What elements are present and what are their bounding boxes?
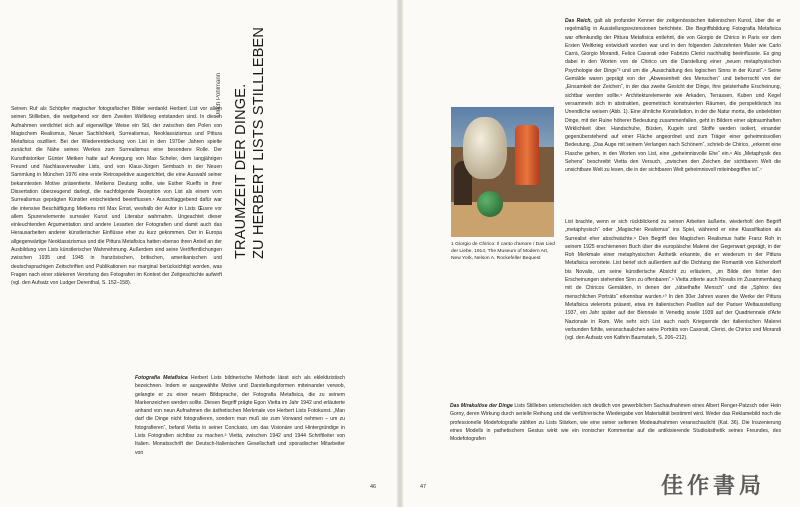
- section-lead-fotografia-metafisica: Fotografia Metafisica: [135, 375, 188, 381]
- right-column-top-text: Das Reich, galt als profunder Kenner der zeitgenössischen italienischen Kunst, über die er regelmäßig in Ausstellungsrezensionen berichtete. Die Begriffsbildung Fotografia Metafisica war offenkundig der Pittura Metafisica entlehnt, die von Giorgio de Chirico in Paris vor dem Ersten Weltkrieg entwickelt worden war und in den folgenden Jahrzehnten Maler wie Carlo Carrà, Giorgio Morandi, Felice Casorati oder Fabrizio Clerici nachhaltig beeinflusste. Es ging dabei in den Worten von de Chirico um die Darstellung einer „neuen metaphysischen Psychologie der Dinge“³ und um die „Ausschaltung des logischen Sinns in der Kunst“.⁴ Seine Gemälde waren geprägt von der „Abwesenheit des Menschen“ und beherrscht von der „Einsamkeit der Zeichen“, in der das zweite Gesicht der Dinge, ihre geisterhafte Erscheinung, sichtbar werden sollte.⁵ Architekturelemente wie Arkaden, Terrassen, Kuben und Kegel versammeln sich in abstrakten, geometrisch konstruierten Räumen, die perspektivisch ins Unendliche weisen (Abb. 1). Eine ähnliche Konstellation, in der die Natur morta, die unbelebten Dinge, mit der Ruine höherer Bedeutung zusammenfallen, geht in Bildern einer alptraumhaften Wirklichkeit über. Handschuhe, Büsten, Kugeln und Stoffe werden isoliert, einander gegenüberstehend auf einer Fläche angeordnet und zum Träger einer geheimnisvollen Bedeutung. „Das Auge mit seinem Verlangen nach Schönem“, schrieb de Chirico, „erkennt eine Flasche gehen, in den Worten von List, eine „geheimnisvolle Ehe“ ein.⁶ Als „Metaphysik des Sehens“ beschreibt Vietta den Versuch, „zwischen den Zeichen der sichtbaren Welt die unsichtbare Welt zu lesen, die in der sichtbaren Welt geheimnisvoll miteinbegriffen ist“.⁷: [565, 18, 781, 174]
- right-column-bottom-text: Das Mirakulöse der Dinge Lists Stillleben unterscheiden sich deutlich von gewerblichen Sachaufnahmen eines Albert Renger-Patzsch oder Hein Gorny, deren Wirkung durch serielle Reihung und die verführerische Wiedergabe von Materialität bestimmt wird. Weder das Reklamebild noch die professionelle Modefotografie zählten zu Lists Stärken, wie eine seiner seltenen Modeaufnahmen veranschaulicht (Kat. 36). Die Inszenierung eines Modells in pathetischem Gestus wirkt wie ein ironischer Kommentar auf die antikisierende Studioästhetik seines Freundes, des Modefotografen: [450, 403, 781, 443]
- left-section-paragraph: Fotografia Metafisica Herbert Lists bildnerische Methode lässt sich als eklektizistisch bezeichnen. Indem er ausgewählte Motive und Darstellungsformen miteinander verwob, gelangte er zu einer neuen Bildsprache, der Fotografia Metafisica, die zu seinem Markenzeichen werden sollte. Diesen Begriff prägte Egon Vietta im Jahr 1942 und erläuterte anhand von neun Aufnahmen die ästhetischen Merkmale von Herbert Lists Fotokunst. „Man darf die Dinge nicht fotografieren, sondern man muß sie zum Vorwand nehmen – um zu fotografieren“, befand Vietta in seiner Conclusio, um das Visionäre und Hintergründige in Lists Fotografien sichtbar zu machen.² Vietta, zwischen 1942 und 1944 Schriftleiter von Italien. Monatsschrift der Deutsch-Italienischen Gesellschaft und sporadischer Mitarbeiter von: [135, 375, 345, 456]
- left-intro-text: Seinen Ruf als Schöpfer magischer fotografischer Bilder verdankt Herbert List vor allem seinen Stillleben, die weitgehend vor dem Zweiten Weltkrieg entstanden sind. In diesen Aufnahmen verdichtet sich auf eigenwillige Weise ein Stil, der zwischen den Polen von Magischem Realismus, Neuer Sachlichkeit, Surrealismus, Neoklassizismus und Pittura Metafisica oszilliert. Bei der Wiederentdeckung von List in den 1970er Jahren spielte zunächst die Nähe seines Werkes zum Surrealismus eine besondere Rolle. Der Kunsthistoriker Günter Metken hatte auf Anregung von Max Scheler, dem langjährigen Freund und Nachlassverwalter Lists, und von Klaus-Jürgen Sembach in der Neuen Sammlung in München 1976 eine erste Retrospektive ausgerichtet, die eine Auswahl seiner bekanntesten Motive präsentierte. Metkens Deutung sollte, wie Esther Rueffs in ihrer Dissertation überzeugend darlegt, die nachfolgende Rezeption von List als einem vom Surrealismus geprägten Künstler entscheidend beeinflussen.¹ Ausschlaggebend dafür war die intensive Beschäftigung Metkens mit Max Ernst, weshalb der Autor in Lists Œuvre vor allem Spurenelemente surrealer Kunst und Literatur wahrnahm. Ungeachtet dieser einleuchtenden Argumentation sind andere Lesarten der Fotografien und damit auch das Herausarbeiten anderer künstlerischer Einflüsse eher zu kurz gekommen. Der in Europa allgegenwärtige Neoklassizismus und die Pittura Metafisica hatten ebenso ihren Anteil an der Ausbildung von Lists künstlerischer Wahrnehmung. Außerdem sind seine Veröffentlichungen zwischen 1935 und 1945 in französischen, britischen, amerikanischen und deutschsprachigen Zeitschriften und Publikationen nur marginal berücksichtigt worden, was Fragen nach einer stärkeren Verortung des Fotografen im Kontext der Zeitgeschichte aufwirft (vgl. den Aufsatz von Ludger Derenthal, S. 152–158).: [11, 106, 222, 287]
- lead-das-reich: Das Reich,: [565, 18, 592, 24]
- painting-green-sphere: [477, 191, 503, 217]
- painting-glove: [515, 125, 539, 185]
- page-number-left: 46: [370, 484, 377, 490]
- bookstore-logo: 佳作書局: [661, 473, 766, 499]
- left-section-text: [135, 374, 345, 477]
- chapter-title: [232, 26, 288, 259]
- book-gutter: [397, 0, 403, 507]
- right-column-middle-text: List brachte, wenn er sich rückblickend zu seinen Arbeiten äußerte, wiederholt den Begriff „metaphysisch“ oder „Magischer Realismus“ ins Spiel, während er eine Klassifikation als Surrealist eher abschwächte.⁸ Den Begriff des Magischen Realismus hatte Franz Roh in seinem 1925 erschienenen Buch über die europäische Malerei der Gegenwart geprägt, in der Roh Merkmale einer metaphysischen Ästhetik erkannte, die er wiederum in der Pittura Metafisica verortete. List berief sich außerdem auf die Dichtung der Romantik von Eichendorff bis Novalis, um seine künstlerische Absicht zu erläutern, „im Bilde den hinter den Erscheinungen stehenden Sinn zu offenbaren“.⁹ Vietta zitierte auch Novalis im Zusammenhang mit de Chiricos Gemälden, in denen der „rätselhafte Mensch“ und die „Sphinx des menschlichen Porträts“ erkennbar wurden.¹⁰ In den 30er Jahren waren die Werke der Pittura Metafisica vielerorts präsent, etwa im italienischen Pavillon auf der Pariser Weltausstellung 1937, ein Jahr später auf der Biennale in Venedig sowie 1939 auf der Quadriennale d'Arte Nazionale in Rom. Wie sehr sich List auch nach Kriegsende der italienischen Malerei verbunden fühlte, veranschaulichen seine Porträts von Casorati, Clerici, de Chirico und Morandi (vgl. den Aufsatz von Kathrin Baumstark, S. 206–212).: [565, 219, 781, 342]
- chapter-title-line-1: TRAUMZEIT DER DINGE.: [233, 83, 249, 259]
- figure-de-chirico-painting: [451, 107, 554, 237]
- chapter-title-line-2: ZU HERBERT LISTS STILLLEBEN: [251, 26, 267, 259]
- author-name: Ulrich Pohlmann: [216, 72, 222, 117]
- painting-bust: [463, 117, 507, 179]
- figure-caption: 1 Giorgio de Chirico: Il canto d'amore / Das Lied der Liebe, 1914, The Museum of Modern Art, New York, Nelson A. Rockefeller Bequest: [451, 242, 555, 262]
- page-number-right: 47: [420, 484, 427, 490]
- lead-das-mirakuloese-der-dinge: Das Mirakulöse der Dinge: [450, 403, 513, 409]
